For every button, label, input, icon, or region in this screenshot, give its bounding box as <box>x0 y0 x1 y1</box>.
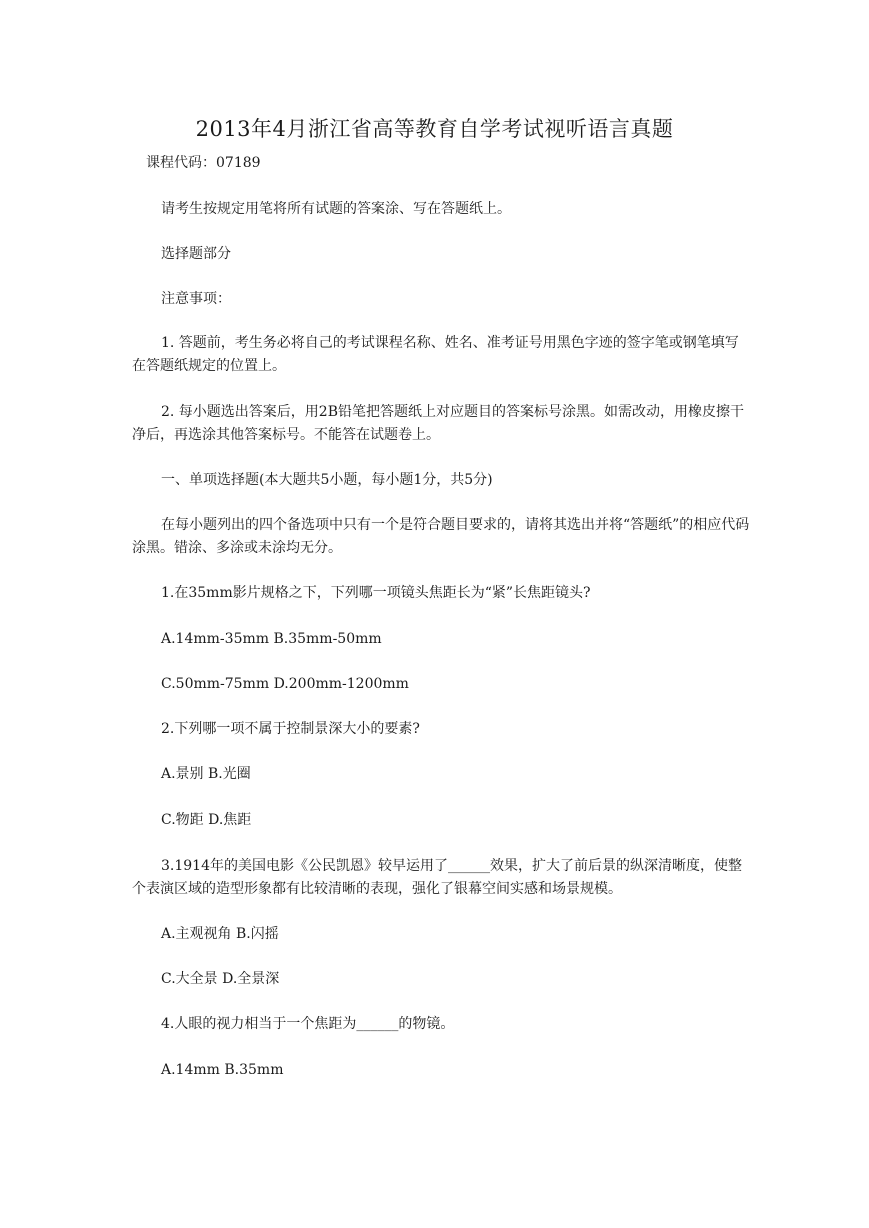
section-heading-choice: 选择题部分 <box>161 246 231 262</box>
section-single-choice-heading: 一、单项选择题(本大题共5小题，每小题1分，共5分) <box>161 472 493 488</box>
note-item-1: 1. 答题前，考生务必将自己的考试课程名称、姓名、准考证号用黑色字迹的签字笔或钢笔填写在答题纸规定的位置上。 <box>132 335 739 374</box>
question-2-options-cd: C.物距 D.焦距 <box>161 812 252 828</box>
question-2: 2.下列哪一项不属于控制景深大小的要素? <box>161 721 420 737</box>
single-choice-instructions: 在每小题列出的四个备选项中只有一个是符合题目要求的，请将其选出并将“答题纸”的相应代码涂黑。错涂、多涂或未涂均无分。 <box>132 517 750 556</box>
question-1-options-cd: C.50mm-75mm D.200mm-1200mm <box>161 676 409 692</box>
instruction-answer-sheet: 请考生按规定用笔将所有试题的答案涂、写在答题纸上。 <box>161 201 511 217</box>
note-item-2: 2. 每小题选出答案后，用2B铅笔把答题纸上对应题目的答案标号涂黑。如需改动，用橡皮擦干净后，再选涂其他答案标号。不能答在试题卷上。 <box>132 404 745 443</box>
question-4-options-ab: A.14mm B.35mm <box>161 1062 284 1078</box>
question-2-options-ab: A.景别 B.光圈 <box>161 766 251 782</box>
question-1: 1.在35mm影片规格之下，下列哪一项镜头焦距长为“紧”长焦距镜头? <box>161 585 591 601</box>
question-3-options-ab: A.主观视角 B.闪摇 <box>161 926 279 942</box>
question-3-options-cd: C.大全景 D.全景深 <box>161 971 280 987</box>
question-3: 3.1914年的美国电影《公民凯恩》较早运用了______效果，扩大了前后景的纵深清晰度，使整个表演区域的造型形象都有比较清晰的表现，强化了银幕空间实感和场景规模。 <box>132 858 742 897</box>
question-4: 4.人眼的视力相当于一个焦距为______的物镜。 <box>161 1016 455 1032</box>
document-title: 2013年4月浙江省高等教育自学考试视听语言真题 <box>195 117 674 141</box>
notes-heading: 注意事项： <box>161 291 231 307</box>
course-code: 课程代码：07189 <box>146 155 261 171</box>
question-1-options-ab: A.14mm-35mm B.35mm-50mm <box>161 631 382 647</box>
